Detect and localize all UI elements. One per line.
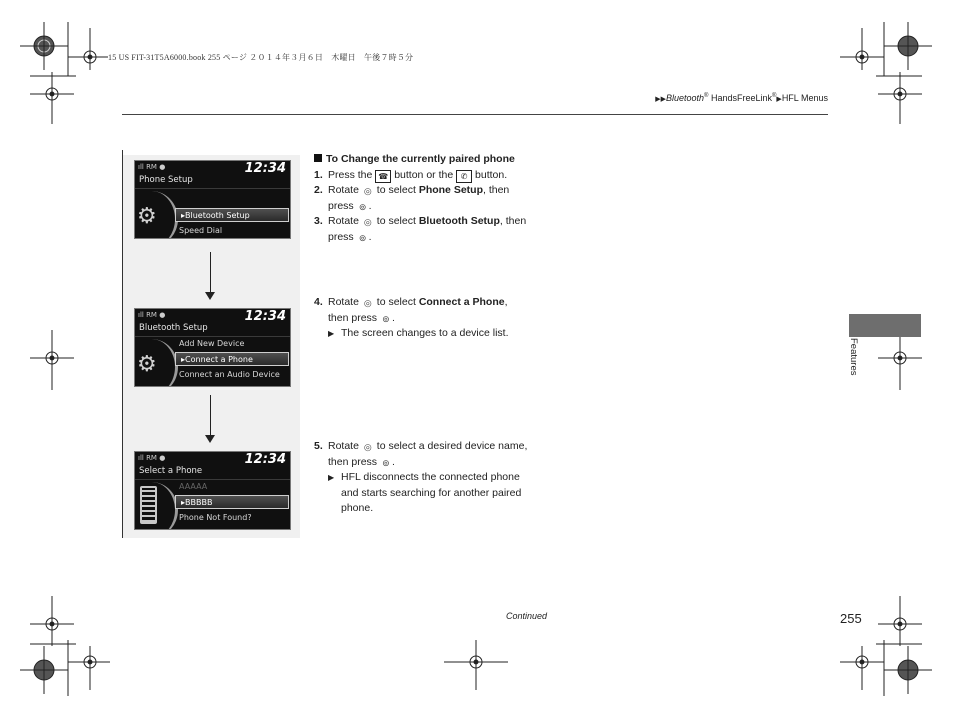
knob-icon: ◎: [363, 186, 372, 196]
divider: [135, 336, 290, 337]
knob-icon: ◎: [363, 217, 372, 227]
gear-icon: ⚙: [137, 352, 157, 377]
file-header: 15 US FIT-31T5A6000.book 255 ページ ２０１４年３月６日 木曜日 午後７時５分: [108, 53, 414, 62]
knob-press-icon: ⊚: [382, 313, 390, 324]
breadcrumb-arrow-icon: ▶: [776, 96, 782, 103]
screen-title: Bluetooth Setup: [139, 323, 208, 333]
knob-press-icon: ⊚: [358, 232, 367, 243]
knob-press-icon: ⊚: [382, 457, 390, 468]
pickup-button-icon: ✆: [456, 170, 472, 183]
clock: 12:34: [244, 452, 286, 467]
menu-item-selected: ▸BBBBB: [175, 495, 289, 509]
arrow-down-icon: [205, 435, 215, 443]
reg-mark: ®: [704, 93, 709, 99]
signal-icon: ıll RM ●: [138, 163, 166, 171]
knob-icon: ◎: [363, 442, 372, 452]
flow-arrow: [210, 252, 211, 292]
divider: [135, 479, 290, 480]
menu-item: Connect an Audio Device: [179, 370, 280, 379]
continued-note: Continued: [506, 611, 548, 621]
breadcrumb-handsfree: HandsFreeLink: [708, 93, 772, 103]
section-tab: [849, 314, 921, 337]
step-5: 5. Rotate ◎ to select a desired device name, then press ⊚ . ▶ HFL disconnects the connected phone and starts searching for another paired phone.: [314, 440, 528, 515]
phone-button-icon: ☎: [375, 170, 391, 183]
step-4: 4. Rotate ◎ to select Connect a Phone, then press ⊚ . ▶ The screen changes to a device list.: [314, 295, 554, 342]
reg-mark-2: ®: [772, 93, 777, 99]
signal-icon: ıll RM ●: [138, 311, 166, 319]
step-1: 1. Press the ☎ button or the ✆ button.: [314, 169, 508, 181]
screen-select-phone: [134, 451, 291, 530]
result-arrow-icon: ▶: [328, 329, 335, 339]
section-title: To Change the currently paired phone: [314, 153, 515, 165]
knob-icon: ◎: [363, 298, 372, 308]
arrow-down-icon: [205, 292, 215, 300]
header-rule: [122, 114, 828, 115]
menu-item: Add New Device: [179, 339, 245, 348]
menu-item-selected: ▸Bluetooth Setup: [175, 208, 289, 222]
step-3: 3. Rotate ◎ to select Bluetooth Setup, then press ⊚ .: [314, 215, 527, 243]
menu-item-selected: ▸Connect a Phone: [175, 352, 289, 366]
screen-title: Phone Setup: [139, 175, 193, 185]
square-bullet-icon: [314, 154, 322, 162]
menu-item: Speed Dial: [179, 226, 223, 235]
divider: [135, 188, 290, 189]
knob-press-icon: ⊚: [358, 201, 367, 212]
breadcrumb-bluetooth: Bluetooth: [666, 93, 705, 103]
screen-bluetooth-setup: [134, 308, 291, 387]
breadcrumb: [655, 93, 828, 103]
page-number: 255: [840, 611, 862, 626]
gear-icon: ⚙: [137, 204, 157, 229]
screen-title: Select a Phone: [139, 466, 203, 476]
screen-phone-setup: [134, 160, 291, 239]
result-arrow-icon: ▶: [328, 473, 335, 483]
section-label: Features: [848, 338, 859, 376]
menu-item: AAAAA: [179, 482, 208, 491]
breadcrumb-menus: HFL Menus: [781, 93, 828, 103]
flow-arrow: [210, 395, 211, 435]
clock: 12:34: [244, 161, 286, 176]
menu-item: Phone Not Found?: [179, 513, 252, 522]
step-2: 2. Rotate ◎ to select Phone Setup, then press ⊚ .: [314, 184, 510, 212]
phone-icon: [140, 486, 157, 524]
clock: 12:34: [244, 309, 286, 324]
signal-icon: ıll RM ●: [138, 454, 166, 462]
breadcrumb-arrow-icon: ▶▶: [655, 96, 666, 103]
